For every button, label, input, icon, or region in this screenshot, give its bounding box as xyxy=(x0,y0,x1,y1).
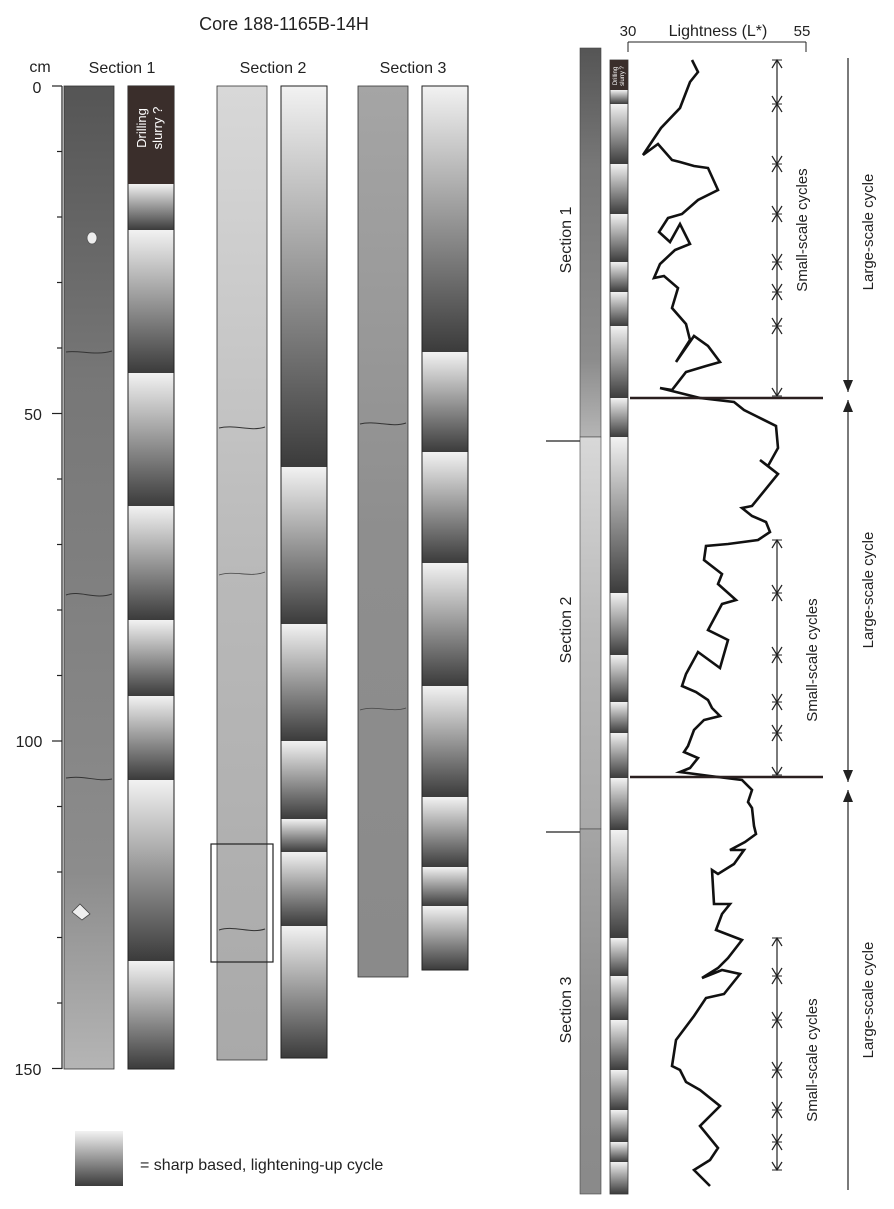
cycle-segment xyxy=(610,1110,628,1142)
cycle-segment xyxy=(610,437,628,593)
depth-tick-label-0: 0 xyxy=(32,80,42,97)
cycle-segment xyxy=(610,830,628,938)
section-3-label: Section 3 xyxy=(379,60,447,77)
cycle-segment xyxy=(422,797,468,867)
cycle-segment xyxy=(610,778,628,830)
core-photo-strip-right xyxy=(580,48,601,1194)
depth-tick-label-100: 100 xyxy=(15,734,43,751)
cycle-segment xyxy=(281,624,327,741)
lightness-curve xyxy=(643,60,778,1186)
cycle-segment xyxy=(128,620,174,696)
small-cycles-label-3: Small-scale cycles xyxy=(804,998,821,1122)
large-cycle-arrowhead xyxy=(843,770,853,782)
large-cycle-arrowhead xyxy=(843,380,853,392)
small-cycles-label-2: Small-scale cycles xyxy=(804,598,821,722)
cycle-segment xyxy=(610,702,628,733)
large-cycle-label-3: Large-scale cycle xyxy=(860,941,877,1059)
large-cycle-label-1: Large-scale cycle xyxy=(860,173,877,291)
core-photo-section-1 xyxy=(64,86,114,1069)
cycle-segment xyxy=(422,452,468,563)
cycle-segment xyxy=(610,733,628,778)
cycle-segment xyxy=(610,262,628,292)
cycle-segment xyxy=(610,398,628,437)
cycle-segment xyxy=(610,655,628,702)
cycle-segment xyxy=(610,1070,628,1110)
drilling-slurry-right-line-2: slurry ? xyxy=(620,66,626,86)
cycle-segment xyxy=(610,104,628,164)
cycle-segment xyxy=(422,686,468,797)
small-cycles-label-1: Small-scale cycles xyxy=(794,168,811,292)
depth-axis xyxy=(15,59,62,1079)
legend-swatch xyxy=(75,1131,123,1186)
cycle-segment xyxy=(610,326,628,398)
large-cycle-arrowhead xyxy=(843,400,853,412)
large-scale-cycle-arrows xyxy=(843,58,853,1190)
cycle-segment xyxy=(610,1020,628,1070)
cycle-segment xyxy=(610,292,628,326)
cycle-segment xyxy=(422,867,468,906)
legend xyxy=(75,1131,383,1186)
cycle-segment xyxy=(422,86,468,352)
figure-title: Core 188-1165B-14H xyxy=(199,14,369,34)
cycle-segment xyxy=(610,938,628,976)
cycle-segment xyxy=(281,819,327,852)
cycle-segment xyxy=(281,926,327,1058)
legend-text: = sharp based, lightening-up cycle xyxy=(140,1157,384,1174)
lightness-axis xyxy=(620,23,811,52)
cycle-segment xyxy=(422,906,468,970)
right-section-3-label: Section 3 xyxy=(558,976,575,1044)
cycle-segment xyxy=(128,230,174,373)
drilling-slurry-left-line-2: slurry ? xyxy=(150,106,165,150)
lightness-axis-max: 55 xyxy=(793,23,811,40)
core-photo-section-2 xyxy=(217,86,267,1060)
cycle-segment xyxy=(422,352,468,452)
large-cycle-arrowhead xyxy=(843,790,853,802)
cycle-segment xyxy=(610,976,628,1020)
cycle-segment xyxy=(128,506,174,620)
cycle-segment xyxy=(610,164,628,214)
small-scale-cycle-arrows xyxy=(772,60,782,1170)
right-section-2-label: Section 2 xyxy=(558,596,575,664)
depth-tick-label-150: 150 xyxy=(14,1062,42,1079)
cycle-segment xyxy=(610,1142,628,1162)
cycle-column-right xyxy=(610,60,628,1194)
cycle-segment xyxy=(281,86,327,467)
cycle-segment xyxy=(281,852,327,926)
cycle-segment xyxy=(128,184,174,230)
drilling-slurry-left-line-1: Drilling xyxy=(134,108,149,148)
core-photo-section-3 xyxy=(358,86,408,977)
cycle-segment xyxy=(610,214,628,262)
drilling-slurry-left xyxy=(128,86,174,184)
cycle-segment xyxy=(610,593,628,655)
depth-tick-label-50: 50 xyxy=(24,407,42,424)
cycle-columns-left xyxy=(128,86,468,1069)
cycle-segment xyxy=(281,467,327,624)
depth-ticks xyxy=(52,86,62,1069)
cycle-segment xyxy=(422,563,468,686)
cycle-segment xyxy=(128,373,174,506)
cycle-segment xyxy=(128,961,174,1069)
cycle-segment xyxy=(128,696,174,780)
cycle-segment xyxy=(610,1162,628,1194)
section-2-label: Section 2 xyxy=(239,60,307,77)
cycle-segment xyxy=(610,90,628,104)
drilling-slurry-right-line-1: Drilling xyxy=(613,66,619,86)
cycle-segment xyxy=(128,780,174,961)
depth-unit-label: cm xyxy=(29,59,51,76)
large-cycle-label-2: Large-scale cycle xyxy=(860,531,877,649)
lightness-axis-title: Lightness (L*) xyxy=(668,23,768,40)
right-section-1-label: Section 1 xyxy=(558,206,575,274)
section-1-label: Section 1 xyxy=(88,60,156,77)
cycle-segment xyxy=(281,741,327,819)
lightness-axis-min: 30 xyxy=(619,23,637,40)
drilling-slurry-right xyxy=(610,60,628,90)
